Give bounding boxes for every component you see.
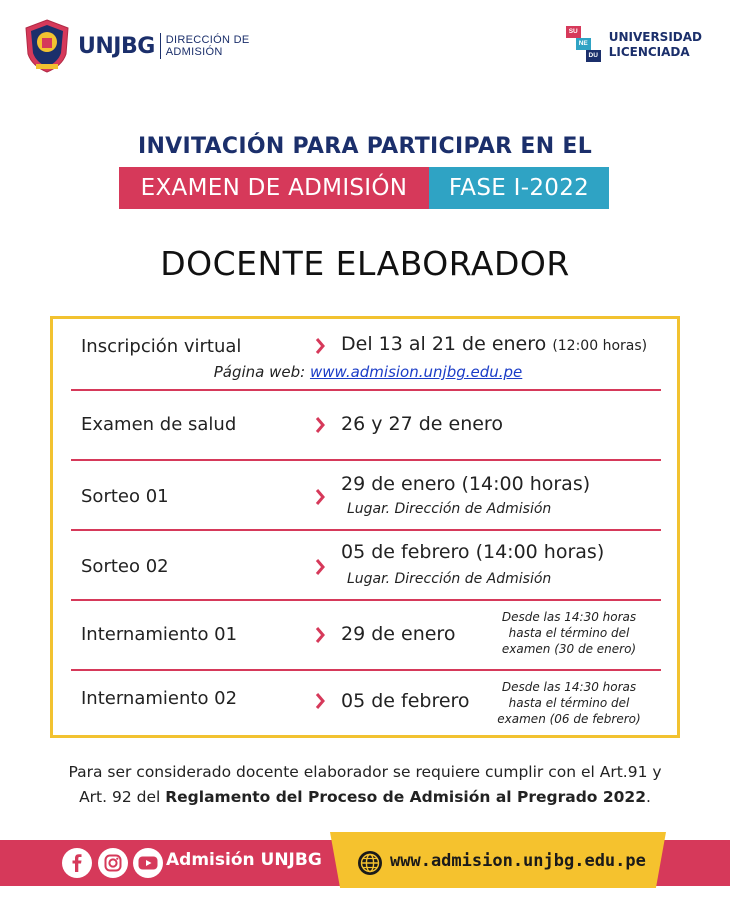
globe-icon (357, 850, 383, 876)
schedule-value-main: Del 13 al 21 de enero (341, 333, 547, 355)
licensed-line1: UNIVERSIDAD (608, 30, 702, 44)
requirement-prefix: Art. 92 del (79, 788, 166, 806)
chevron-right-icon (315, 559, 325, 575)
brand-sub-line1: DIRECCIÓN DE (165, 34, 250, 46)
brand-subtitle (166, 34, 250, 58)
schedule-label: Sorteo 02 (81, 556, 169, 577)
footer-social-name: Admisión UNJBG (166, 850, 322, 870)
side-note-line: hasta el término del (508, 626, 630, 640)
brand-separator (160, 33, 161, 59)
requirement-text (0, 760, 730, 810)
unjbg-logo (22, 16, 249, 76)
sunedu-square-1: SU (566, 26, 581, 38)
web-label: Página web: (213, 363, 306, 381)
banner-exam-label: EXAMEN DE ADMISIÓN (119, 167, 429, 209)
licensed-text (609, 30, 702, 60)
chevron-right-icon (315, 417, 325, 433)
schedule-value (341, 333, 647, 355)
schedule-box (50, 316, 680, 738)
sunedu-square-3: DU (586, 50, 601, 62)
schedule-value: 26 y 27 de enero (341, 413, 503, 435)
side-note-line: Desde las 14:30 horas (501, 610, 637, 624)
schedule-value: 05 de febrero (341, 690, 470, 712)
schedule-value: 29 de enero (14:00 horas) (341, 473, 591, 495)
web-line (53, 363, 683, 381)
footer-website-link[interactable]: www.admision.unjbg.edu.pe (390, 851, 646, 871)
schedule-side-note (489, 679, 649, 727)
requirement-line2 (0, 785, 730, 810)
schedule-label: Internamiento 02 (81, 688, 238, 709)
sunedu-icon (566, 26, 602, 64)
page-title: DOCENTE ELABORADOR (160, 244, 570, 283)
university-seal-icon (22, 18, 72, 74)
side-note-line: Desde las 14:30 horas (501, 680, 637, 694)
schedule-label: Inscripción virtual (81, 336, 242, 357)
sunedu-square-2: NE (576, 38, 591, 50)
requirement-suffix: . (645, 788, 651, 806)
licensed-line2: LICENCIADA (608, 45, 690, 59)
youtube-icon[interactable] (133, 848, 163, 878)
side-note-line: hasta el término del (508, 696, 630, 710)
requirement-line1: Para ser considerado docente elaborador se requiere cumplir con el Art.91 y (68, 763, 662, 781)
side-note-line: examen (06 de febrero) (497, 712, 641, 726)
chevron-right-icon (315, 627, 325, 643)
schedule-label: Internamiento 01 (81, 624, 238, 645)
schedule-row-health-exam (71, 391, 661, 457)
chevron-right-icon (315, 338, 325, 354)
schedule-row-draw-02 (71, 531, 661, 599)
chevron-right-icon (315, 489, 325, 505)
brand-name: UNJBG (78, 33, 155, 59)
schedule-row-internment-02 (71, 671, 661, 735)
invitation-heading: INVITACIÓN PARA PARTICIPAR EN EL (137, 134, 593, 159)
schedule-row-internment-01 (71, 601, 661, 667)
chevron-right-icon (315, 693, 325, 709)
schedule-value: 05 de febrero (14:00 horas) (341, 541, 605, 563)
brand-sub-line2: ADMISIÓN (165, 46, 223, 58)
schedule-label: Sorteo 01 (81, 486, 169, 507)
schedule-row-inscription (71, 331, 661, 389)
side-note-line: examen (30 de enero) (501, 642, 637, 656)
web-link[interactable]: www.admision.unjbg.edu.pe (309, 363, 523, 381)
licensed-university-logo (566, 26, 702, 64)
schedule-row-draw-01 (71, 461, 661, 529)
schedule-note: Lugar. Dirección de Admisión (347, 501, 552, 517)
schedule-label: Examen de salud (81, 414, 237, 435)
schedule-side-note (489, 609, 649, 657)
banner-phase-label: FASE I-2022 (429, 167, 609, 209)
schedule-note: Lugar. Dirección de Admisión (347, 571, 552, 587)
regulation-name: Reglamento del Proceso de Admisión al Pregrado 2022 (165, 788, 646, 806)
schedule-value-time: (12:00 horas) (552, 338, 648, 354)
schedule-value: 29 de enero (341, 623, 456, 645)
instagram-icon[interactable] (98, 848, 128, 878)
exam-banner (119, 167, 609, 209)
facebook-icon[interactable] (62, 848, 92, 878)
